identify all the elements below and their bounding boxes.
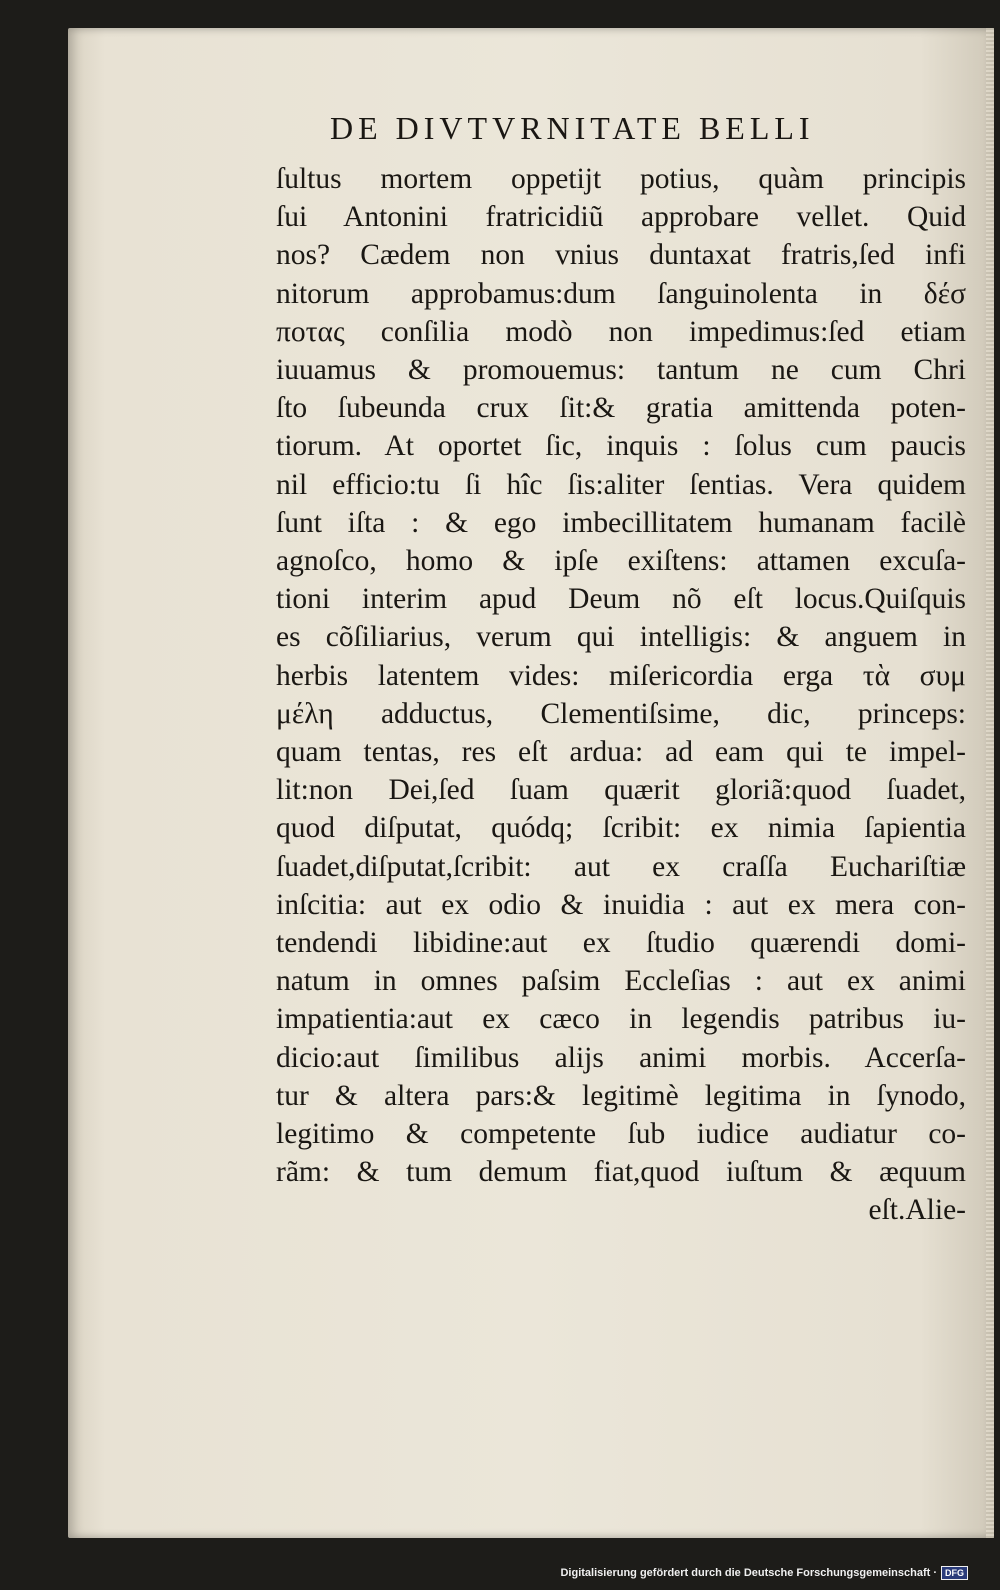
text-line: μέλη adductus, Clementiſsime, dic, princeps:	[276, 697, 966, 730]
text-line: tur & altera pars:& legitimè legitima in ſynodo,	[276, 1079, 966, 1112]
text-line: ſui Antonini fratricidiũ approbare vellet. Quid	[276, 201, 966, 234]
text-line: ſuadet,diſputat,ſcribit: aut ex craſſa Euchariſtiæ	[276, 850, 966, 883]
running-head: DE DIVTVRNITATE BELLI	[330, 110, 815, 146]
catchword: eſt.Alie-	[868, 1194, 966, 1227]
text-line: ſunt iſta : & ego imbecillitatem humanam facilè	[276, 506, 966, 539]
text-line: ſultus mortem oppetijt potius, quàm principis	[276, 163, 966, 195]
text-line: tiorum. At oportet ſic, inquis : ſolus cum paucis	[276, 430, 966, 463]
text-line: impatientia:aut ex cæco in legendis patribus iu-	[276, 1003, 966, 1036]
text-line: nos? Cædem non vnius duntaxat fratris,ſed infi	[276, 239, 966, 272]
dfg-logo-icon: DFG	[941, 1566, 968, 1580]
text-line: nil efficio:tu ſi hîc ſis:aliter ſentias. Vera quidem	[276, 468, 966, 501]
digitization-credit	[560, 1566, 968, 1580]
text-line: natum in omnes paſsim Eccleſias : aut ex animi	[276, 965, 966, 998]
text-line: quam tentas, res eſt ardua: ad eam qui te impel-	[276, 736, 966, 769]
page-edge	[986, 28, 994, 1538]
text-line: dicio:aut ſimilibus alijs animi morbis. Accerſa-	[276, 1041, 966, 1074]
text-line: legitimo & competente ſub iudice audiatur co-	[276, 1118, 966, 1151]
text-line: nitorum approbamus:dum ſanguinolenta in δέσ	[276, 277, 966, 310]
text-line: quod diſputat, quódq; ſcribit: ex nimia ſapientia	[276, 812, 966, 845]
text-line: iuuamus & promouemus: tantum ne cum Chri	[276, 354, 966, 387]
text-line: ſto ſubeunda crux ſit:& gratia amittenda poten-	[276, 392, 966, 425]
text-line: herbis latentem vides: miſericordia erga τὰ συμ	[276, 659, 966, 692]
text-line: rãm: & tum demum fiat,quod iuſtum & æquum	[276, 1156, 966, 1189]
text-line: es cõſiliarius, verum qui intelligis: & anguem in	[276, 621, 966, 654]
text-line: agnoſco, homo & ipſe exiſtens: attamen excuſa-	[276, 545, 966, 578]
text-line: ποτας conſilia modò non impedimus:ſed etiam	[276, 315, 966, 348]
text-line: inſcitia: aut ex odio & inuidia : aut ex mera con-	[276, 888, 966, 921]
text-line: tendendi libidine:aut ex ſtudio quærendi domi-	[276, 927, 966, 960]
text-line: tioni interim apud Deum nõ eſt locus.Quiſquis	[276, 583, 966, 616]
text-line: lit:non Dei,ſed ſuam quærit gloriã:quod ſuadet,	[276, 774, 966, 807]
credit-text: Digitalisierung gefördert durch die Deutsche Forschungsgemeinschaft ·	[560, 1567, 937, 1579]
body-text	[276, 160, 966, 1230]
